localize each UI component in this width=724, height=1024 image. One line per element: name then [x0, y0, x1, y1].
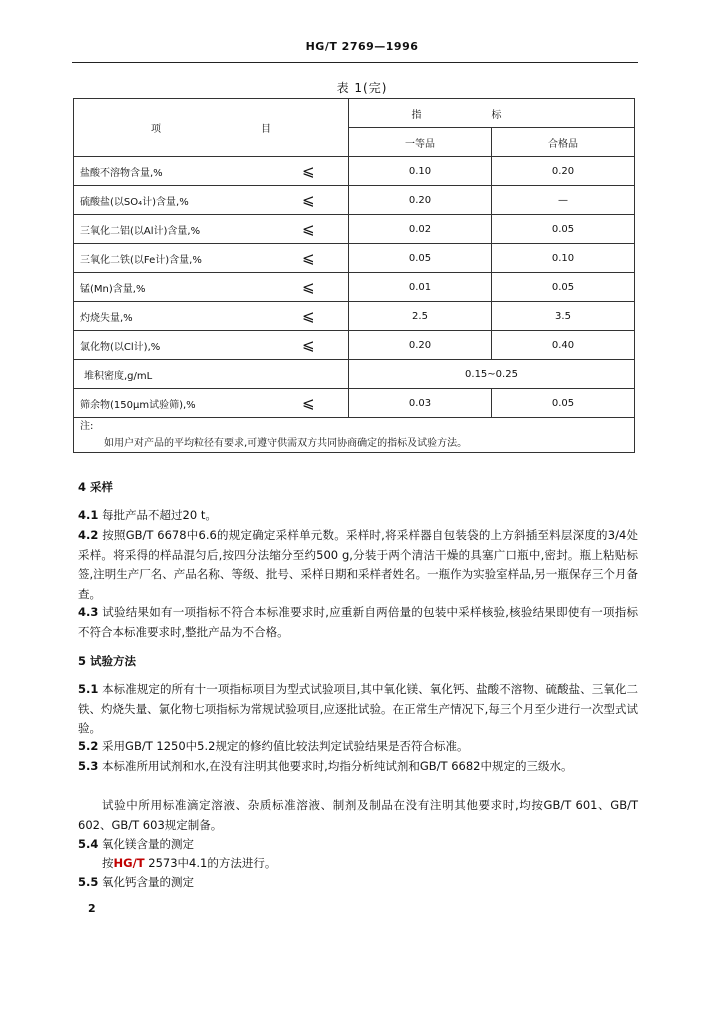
section-4-title: 4 采样 — [78, 480, 114, 494]
le-symbol: ⩽ — [296, 389, 349, 418]
row-item: 锰(Mn)含量,% — [74, 273, 297, 302]
row-item: 灼烧失量,% — [74, 302, 297, 331]
clause-number: 4.3 — [78, 605, 99, 619]
clause-4-2 — [78, 526, 638, 604]
col-qualified-header: 合格品 — [492, 128, 635, 157]
clause-5-1 — [78, 680, 638, 739]
clause-number: 5.5 — [78, 875, 99, 889]
clause-number: 4.1 — [78, 508, 99, 522]
clause-text: 试验结果如有一项指标不符合本标准要求时,应重新自两倍量的包装中采样核验,核验结果即使有一项指标不符合本标准要求时,整批产品为不合格。 — [78, 605, 639, 639]
clause-4-3 — [78, 603, 638, 642]
le-symbol: ⩽ — [296, 244, 349, 273]
col-grade1-header: 一等品 — [349, 128, 492, 157]
row-item: 盐酸不溶物含量,% — [74, 157, 297, 186]
clause-5-4 — [78, 835, 638, 855]
page-number: 2 — [88, 902, 96, 915]
table-row — [74, 186, 635, 215]
density-row — [74, 360, 635, 389]
standard-code-header: HG/T 2769—1996 — [305, 40, 419, 53]
clause-5-3 — [78, 757, 638, 777]
clause-5-2 — [78, 737, 638, 757]
qualified-value: 0.40 — [492, 331, 635, 360]
table-row — [74, 273, 635, 302]
clause-text: 本标准所用试剂和水,在没有注明其他要求时,均指分析纯试剂和GB/T 6682中规定的三级水。 — [102, 759, 573, 773]
clause-text: 采用GB/T 1250中5.2规定的修约值比较法判定试验结果是否符合标准。 — [102, 739, 469, 753]
density-item: 堆积密度,g/mL — [74, 360, 349, 389]
grade1-value: 0.01 — [349, 273, 492, 302]
grade1-value: 0.05 — [349, 244, 492, 273]
le-symbol: ⩽ — [296, 215, 349, 244]
col-indicator-header: 指标 — [349, 99, 635, 128]
section-5-title: 5 试验方法 — [78, 654, 137, 668]
clause-5-3-continued: 试验中所用标准滴定溶液、杂质标准溶液、制剂及制品在没有注明其他要求时,均按GB/T 601、GB/T 602、GB/T 603规定制备。 — [78, 798, 638, 832]
table-row — [74, 215, 635, 244]
sieve-item: 筛余物(150μm试验筛),% — [74, 389, 297, 418]
clause-text: 本标准规定的所有十一项指标项目为型式试验项目,其中氧化镁、氧化钙、盐酸不溶物、硫酸盐、三氧化二铁、灼烧失量、氯化物七项指标为常规试验项目,应逐批试验。在正常生产情况下,每三个月至少进行一次型式试验。 — [78, 682, 639, 735]
sieve-row — [74, 389, 635, 418]
table-note — [74, 418, 635, 453]
le-symbol: ⩽ — [296, 157, 349, 186]
grade1-value: 0.20 — [349, 186, 492, 215]
col-item-header: 项 目 — [74, 99, 349, 157]
table-row — [74, 302, 635, 331]
le-symbol: ⩽ — [296, 331, 349, 360]
le-symbol: ⩽ — [296, 186, 349, 215]
table-row — [74, 244, 635, 273]
row-item: 硫酸盐(以SO₄计)含量,% — [74, 186, 297, 215]
qualified-value: — — [492, 186, 635, 215]
note-label: 注: — [80, 421, 94, 432]
row-item: 三氧化二铁(以Fe计)含量,% — [74, 244, 297, 273]
clause-5-4-body: 按HG/T 2573中4.1的方法进行。 — [102, 856, 277, 870]
row-item: 氯化物(以Cl计),% — [74, 331, 297, 360]
qualified-value: 0.05 — [492, 273, 635, 302]
table-header-row — [74, 99, 635, 128]
spec-table — [73, 98, 635, 453]
qualified-value: 0.05 — [492, 389, 635, 418]
clause-number: 4.2 — [78, 528, 99, 542]
clause-number: 5.2 — [78, 739, 99, 753]
grade1-value: 0.02 — [349, 215, 492, 244]
row-item: 三氧化二铝(以Al计)含量,% — [74, 215, 297, 244]
table-row — [74, 157, 635, 186]
grade1-value: 0.10 — [349, 157, 492, 186]
qualified-value: 0.05 — [492, 215, 635, 244]
grade1-value: 2.5 — [349, 302, 492, 331]
note-text: 如用户对产品的平均粒径有要求,可遵守供需双方共同协商确定的指标及试验方法。 — [104, 438, 468, 449]
table-caption: 表 1(完) — [336, 81, 388, 95]
grade1-value: 0.20 — [349, 331, 492, 360]
clause-number: 5.1 — [78, 682, 99, 696]
clause-5-5 — [78, 873, 638, 893]
clause-text: 每批产品不超过20 t。 — [102, 508, 217, 522]
note-row — [74, 418, 635, 453]
clause-title: 氧化镁含量的测定 — [102, 837, 195, 851]
qualified-value: 0.20 — [492, 157, 635, 186]
clause-number: 5.4 — [78, 837, 99, 851]
qualified-value: 3.5 — [492, 302, 635, 331]
table-row — [74, 331, 635, 360]
grade1-value: 0.03 — [349, 389, 492, 418]
le-symbol: ⩽ — [296, 302, 349, 331]
clause-number: 5.3 — [78, 759, 99, 773]
header-divider — [72, 62, 638, 63]
clause-4-1 — [78, 506, 638, 526]
standard-ref: HG/T — [113, 856, 145, 870]
qualified-value: 0.10 — [492, 244, 635, 273]
density-value: 0.15~0.25 — [349, 360, 635, 389]
le-symbol: ⩽ — [296, 273, 349, 302]
clause-title: 氧化钙含量的测定 — [102, 875, 195, 889]
clause-text: 按照GB/T 6678中6.6的规定确定采样单元数。采样时,将采样器自包装袋的上方斜插至料层深度的3/4处采样。将采得的样品混匀后,按四分法缩分至约500 g,分装于两个清洁干燥的具塞广口瓶中,密封。瓶上粘贴标签,注明生产厂名、产品名称、等级、批号、采样日期和采样者姓名。一瓶作为实验室样品,另一瓶保存三个月备查。 — [78, 528, 639, 601]
